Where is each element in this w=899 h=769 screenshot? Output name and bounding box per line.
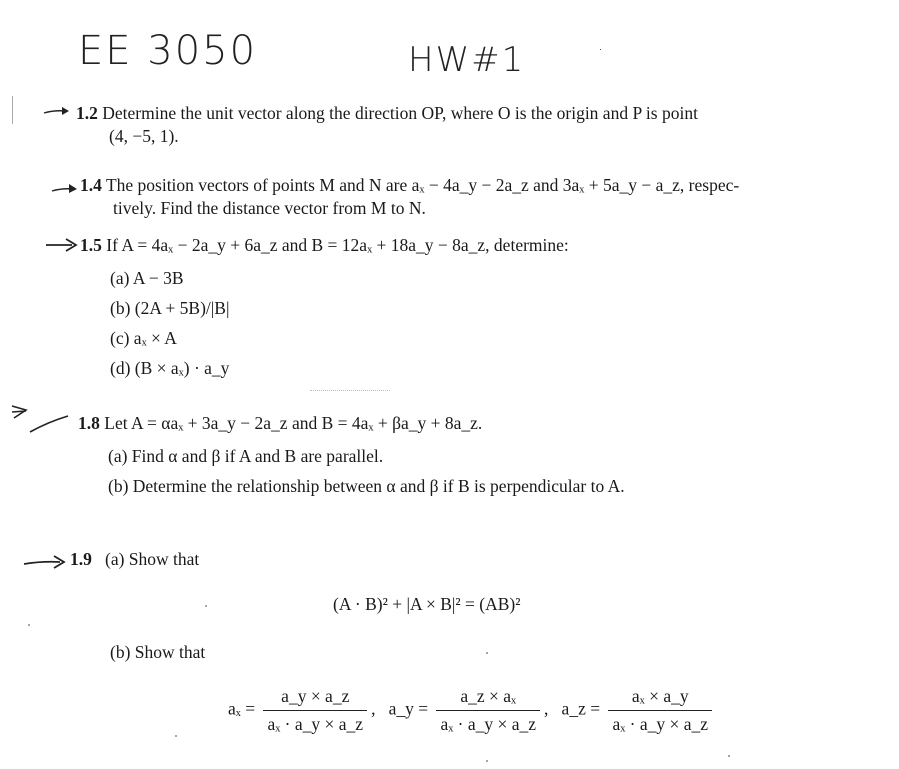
subpart-a: (a) Show that bbox=[105, 549, 200, 569]
margin-mark bbox=[12, 96, 13, 124]
subpart-a: (a) Find α and β if A and B are parallel. bbox=[108, 446, 384, 466]
problem-text: If A = 4aₓ − 2a_y + 6a_z and B = 12aₓ + 18a_y − 8a_z, determine: bbox=[106, 235, 569, 255]
scan-speck bbox=[486, 760, 488, 762]
problem-number: 1.9 bbox=[70, 549, 92, 569]
arrow-right-icon bbox=[22, 552, 68, 572]
subpart-a: (a) A − 3B bbox=[110, 268, 184, 288]
unit-y-lhs: a_y = bbox=[388, 698, 429, 719]
equation-a: (A · B)² + |A × B|² = (AB)² bbox=[333, 594, 521, 614]
course-code: EE 3050 bbox=[78, 28, 258, 74]
subpart-b: (b) (2A + 5B)/|B| bbox=[110, 298, 230, 318]
stray-mark: · bbox=[598, 40, 606, 59]
arrow-right-icon bbox=[44, 236, 80, 252]
fraction-y bbox=[436, 686, 540, 735]
scan-speck bbox=[205, 605, 207, 607]
subpart-b: (b) Determine the relationship between α and β if B is perpendicular to A. bbox=[108, 476, 625, 496]
problem-text: Determine the unit vector along the direction OP, where O is the origin and P is point bbox=[102, 103, 698, 123]
subpart-b: (b) Show that bbox=[110, 642, 206, 662]
arrow-right-icon bbox=[8, 400, 72, 436]
denominator: aₓ · a_y × a_z bbox=[267, 714, 364, 734]
problem-number: 1.8 bbox=[78, 413, 100, 433]
fraction-x bbox=[263, 686, 367, 735]
unit-z-lhs: a_z = bbox=[561, 698, 601, 719]
arrow-right-icon bbox=[50, 180, 80, 196]
equation-b: aₓ = $\frac{a\_y \times a\_z}{\text{aₓ · a\_y × a\_z}}$ , a_y = $\frac{\text{a\_z × aₓ}}{\text{aₓ · a\_y × a\_z}}$ , a_z = $\frac{\text{aₓ × a\_y}}{\text{aₓ · a\_y × a\_z}}$ bbox=[228, 686, 716, 735]
scan-speck bbox=[728, 755, 730, 757]
unit-x-lhs: aₓ = bbox=[228, 698, 256, 719]
subpart-c: (c) aₓ × A bbox=[110, 328, 177, 348]
scan-speck bbox=[175, 735, 177, 737]
problem-text: The position vectors of points M and N are aₓ − 4a_y − 2a_z and 3aₓ + 5a_y − a_z, respec- bbox=[105, 175, 740, 195]
scan-speck bbox=[28, 624, 30, 626]
problem-number: 1.2 bbox=[76, 103, 98, 123]
problem-1-2 bbox=[76, 102, 698, 148]
arrow-right-icon bbox=[42, 104, 72, 118]
scan-speck bbox=[486, 652, 488, 654]
problem-text: (4, −5, 1). bbox=[109, 126, 179, 146]
denominator: aₓ · a_y × a_z bbox=[612, 714, 709, 734]
subpart-d: (d) (B × aₓ) · a_y bbox=[110, 358, 230, 378]
problem-text: tively. Find the distance vector from M to N. bbox=[113, 198, 426, 218]
denominator: aₓ · a_y × a_z bbox=[440, 714, 537, 734]
problem-1-4 bbox=[80, 174, 739, 220]
problem-number: 1.4 bbox=[80, 175, 102, 195]
fraction-z bbox=[608, 686, 712, 735]
numerator: a_z × aₓ bbox=[436, 686, 540, 711]
problem-text: Let A = αaₓ + 3a_y − 2a_z and B = 4aₓ + βa_y + 8a_z. bbox=[104, 413, 483, 433]
problem-number: 1.5 bbox=[80, 235, 102, 255]
problem-1-8 bbox=[78, 412, 482, 435]
homework-title: HW#1 bbox=[408, 40, 526, 80]
scan-artifact bbox=[310, 390, 390, 391]
numerator: aₓ × a_y bbox=[608, 686, 712, 711]
problem-1-9 bbox=[70, 548, 199, 571]
problem-1-5 bbox=[80, 234, 569, 257]
numerator: a_y × a_z bbox=[263, 686, 367, 711]
